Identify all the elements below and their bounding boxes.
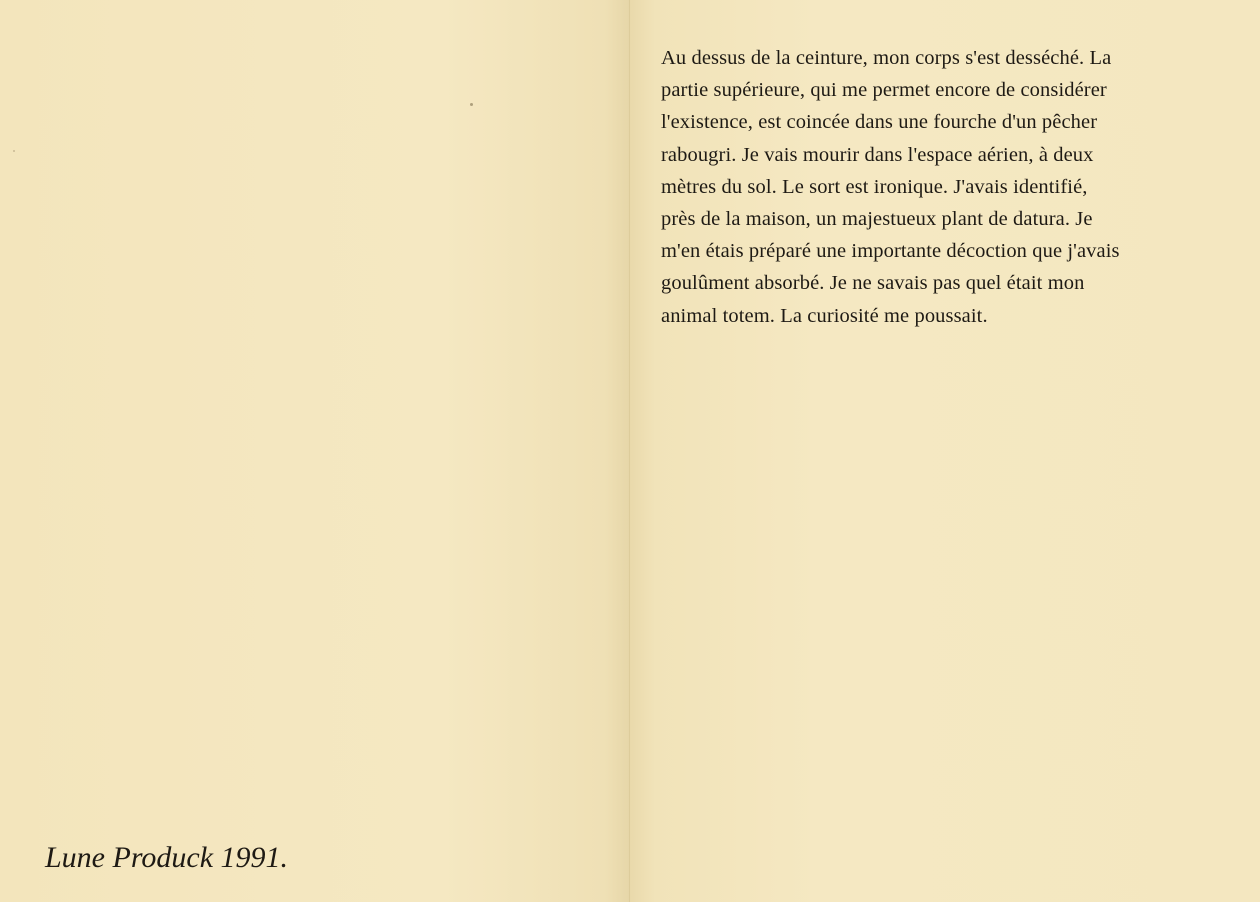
- text-line: partie supérieure, qui me permet encore de considérer: [661, 79, 1107, 102]
- paper-speck: [13, 150, 15, 152]
- text-line: animal totem. La curiosité me poussait.: [661, 304, 988, 327]
- paper-speck: [470, 103, 473, 106]
- text-line: goulûment absorbé. Je ne savais pas quel était mon: [661, 272, 1085, 295]
- colophon-text: Lune Produck 1991.: [45, 841, 289, 874]
- text-line: m'en étais préparé une importante décoction que j'avais: [661, 240, 1120, 263]
- text-line: l'existence, est coincée dans une fourche d'un pêcher: [661, 111, 1098, 134]
- text-line: Au dessus de la ceinture, mon corps s'est desséché. La: [661, 47, 1112, 69]
- text-line: près de la maison, un majestueux plant de datura. Je: [661, 208, 1093, 231]
- text-line: mètres du sol. Le sort est ironique. J'avais identifié,: [661, 175, 1088, 198]
- text-line: rabougri. Je vais mourir dans l'espace aérien, à deux: [661, 143, 1094, 166]
- body-paragraph: [661, 42, 1241, 332]
